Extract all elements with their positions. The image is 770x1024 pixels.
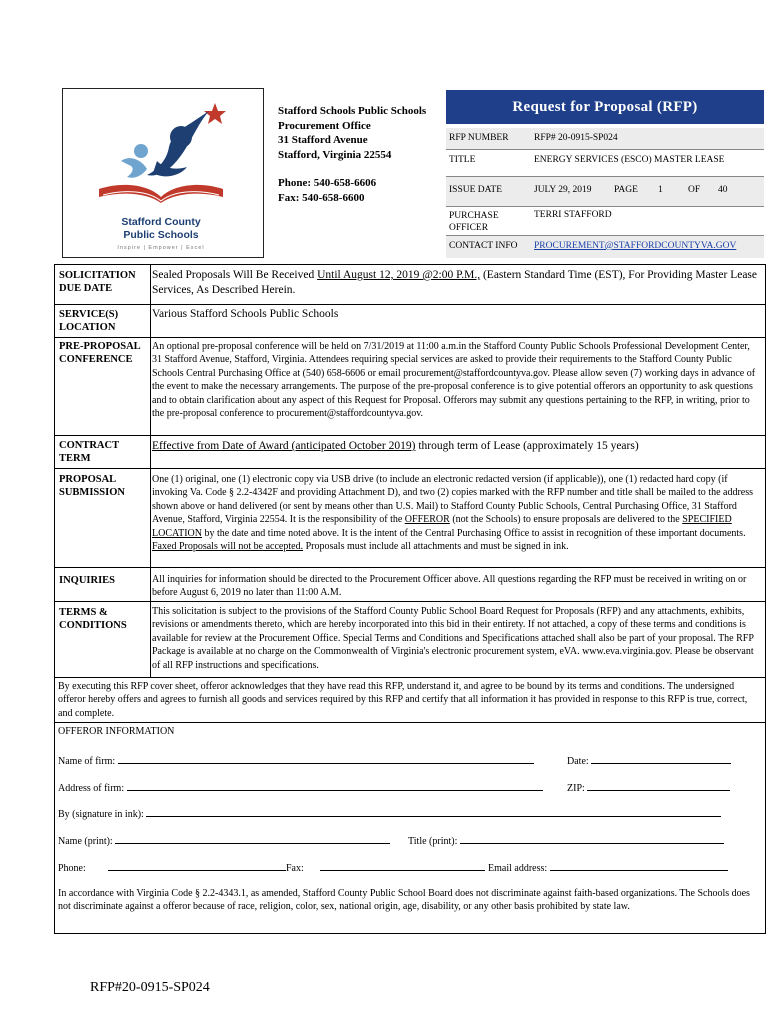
solicitation-text (152, 268, 762, 298)
nondiscrimination-text: In accordance with Virginia Code § 2.2-4343.1, as amended, Stafford County Public School Board does not discriminate against faith-based organizations. The Schools does not discriminate against a offeror because of race, religion, color, sex, national origin, age, disability, or any other basis prohibited by state law. (58, 888, 750, 913)
logo-tagline: Inspire | Empower | Excel (117, 245, 205, 251)
proposal-p1: One (1) original, one (1) electronic copy via USB drive (to include an electronic redacted version (if applicable)), one (1) redacted hard copy (if invoking Va. Code § 2.2-4342F and providing Attachment D), and two (2) copies marked with the RFP number and title shall be mailed to the address shown above or hand delivered (or sent by means other than U.S. Mail) to Stafford County Public Schools, Central Purchasing Office, 31 Stafford Avenue, Stafford, Virginia 22554. It is the responsibility of the (152, 474, 754, 526)
print-name-line[interactable] (115, 833, 390, 844)
fax-label: Fax: (286, 863, 304, 874)
firm-name-line[interactable] (118, 753, 534, 764)
signature-line[interactable] (146, 806, 721, 817)
proposal-faxed: Faxed Proposals will not be accepted. (152, 541, 304, 553)
issue-date-row (446, 177, 764, 207)
offeror-heading: OFFEROR INFORMATION (58, 726, 175, 737)
solicitation-deadline: Until August 12, 2019 @2:00 P.M., (317, 269, 481, 281)
print-title-line[interactable] (460, 833, 724, 844)
divider (54, 722, 766, 723)
rfp-number-row (446, 128, 764, 150)
preproposal-row (54, 338, 764, 434)
org-phone: Phone: 540-658-6606 (278, 177, 377, 190)
firm-name-label: Name of firm: (58, 756, 116, 767)
print-name-label: Name (print): (58, 836, 113, 847)
logo-name-line1: Stafford County (121, 216, 201, 228)
phone-field[interactable] (58, 860, 286, 874)
email-label: Email address: (488, 863, 548, 874)
org-address-block (278, 104, 426, 206)
purchase-officer-label: PURCHASE OFFICER (449, 211, 499, 233)
divider (54, 677, 766, 678)
logo-frame (62, 88, 264, 258)
proposal-row (54, 469, 764, 567)
firm-address-label: Address of firm: (58, 783, 125, 794)
fax-line[interactable] (320, 860, 485, 871)
rfp-header: Request for Proposal (RFP) (446, 90, 764, 124)
proposal-p3: by the date and time noted above. It is the intent of the Central Purchasing Office to assist in recognition of these important documents. (202, 527, 746, 539)
contract-text (152, 439, 762, 454)
proposal-offeror: OFFEROR (404, 514, 450, 526)
date-field[interactable] (567, 753, 731, 767)
zip-label: ZIP: (567, 783, 585, 794)
rfp-number-label: RFP NUMBER (449, 133, 509, 143)
proposal-location: SPECIFIED LOCATION (152, 514, 732, 539)
rfp-title-row (446, 150, 764, 177)
of-value: 40 (718, 185, 728, 195)
solicitation-pre: Sealed Proposals Will Be Received (152, 269, 318, 281)
preproposal-text: An optional pre-proposal conference will be held on 7/31/2019 at 11:00 a.m.in the Stafford County Public Schools Professional Development Center, 31 Stafford Avenue, Stafford, Virginia. Attendees requiring special services are asked to provide their requirements to the Stafford County Public Schools Central Purchasing Office at (540) 658-6606 or email procurement@staffordcountyva.gov. Please allow seven (7) working days in advance of the event to make the necessary arrangements. The purpose of the pre-proposal conference is to give potential offerors an opportunity to ask questions and to obtain clarification about any aspect of this Request for Proposal. Offerors may submit any questions pertaining to the RFP, in writing, prior to the pre-proposal conference to procurement@staffordcountyva.gov. (152, 341, 756, 420)
contract-row (54, 436, 764, 468)
issue-date-label: ISSUE DATE (449, 185, 503, 195)
page-label: PAGE (614, 185, 638, 195)
terms-label: TERMS & CONDITIONS (59, 607, 127, 632)
contact-info-row (446, 236, 764, 258)
contact-info-link[interactable]: PROCUREMENT@STAFFORDCOUNTYVA.GOV (534, 241, 737, 251)
contract-post: through term of Lease (approximately 15 years) (415, 440, 639, 452)
proposal-p2: (not the Schools) to ensure proposals are delivered to the (449, 514, 683, 526)
rfp-number-value: RFP# 20-0915-SP024 (534, 133, 618, 143)
services-row (54, 305, 764, 337)
solicitation-post: (Eastern Standard Time (EST), For Providing Master Lease Services, As Described Herein. (152, 269, 758, 296)
email-field[interactable] (488, 860, 728, 874)
phone-label: Phone: (58, 863, 86, 874)
services-label: SERVICE(S) LOCATION (59, 309, 119, 334)
proposal-p4: Proposals must include all attachments and must be signed in ink. (303, 541, 569, 553)
contract-effective: Effective from Date of Award (anticipated October 2019) (152, 440, 416, 452)
org-line2: Procurement Office (278, 119, 371, 132)
terms-text: This solicitation is subject to the provisions of the Stafford County Public School Board Request for Proposals (RFP) and any attachments, exhibits, revisions or amendments thereto, which are hereby incorporated into this bid in their entirety. If not attached, a copy of these terms and conditions is available for review at the Procurement Office. Special Terms and Conditions and Specifications attached shall also be part of your proposal. The RFP Package is available at no charge on the Commonwealth of Virginia's electronic procurement system, eVA. www.eva.virginia.gov. Please be observant of all RFP instructions and specifications. (152, 606, 754, 671)
print-name-field[interactable] (58, 833, 390, 847)
print-title-field[interactable] (408, 833, 724, 847)
zip-field[interactable] (567, 780, 730, 794)
contact-info-label: CONTACT INFO (449, 241, 518, 251)
zip-line[interactable] (587, 780, 730, 791)
issue-date-value: JULY 29, 2019 (534, 185, 592, 195)
org-line3: 31 Stafford Avenue (278, 134, 368, 147)
print-title-label: Title (print): (408, 836, 458, 847)
rfp-title-label: TITLE (449, 155, 476, 165)
services-text: Various Stafford Schools Public Schools (152, 308, 339, 320)
purchase-officer-value: TERRI STAFFORD (534, 210, 612, 220)
page-value: 1 (658, 185, 663, 195)
proposal-label: PROPOSAL SUBMISSION (59, 474, 125, 499)
email-line[interactable] (550, 860, 728, 871)
logo-name-line2: Public Schools (123, 229, 199, 241)
signature-label: By (signature in ink): (58, 809, 144, 820)
org-line1: Stafford Schools Public Schools (278, 105, 427, 117)
acknowledgement-text: By executing this RFP cover sheet, offeror acknowledges that they have read this RFP, understand it, and agree to be bound by its terms and conditions. The undersigned offeror hereby offers and agrees to furnish all goods and services required by this RFP and certify that all information it has provided in response to this RFP is true, correct, and complete. (58, 681, 748, 719)
org-fax: Fax: 540-658-6600 (278, 191, 365, 204)
figure-body-small (121, 158, 147, 178)
rfp-title-value: ENERGY SERVICES (ESCO) MASTER LEASE (534, 155, 725, 165)
inquiries-row (54, 568, 764, 602)
proposal-text (152, 473, 762, 553)
footer-rfp-number: RFP#20-0915-SP024 (90, 980, 210, 995)
firm-name-field[interactable] (58, 753, 534, 767)
inquiries-text: All inquiries for information should be directed to the Procurement Officer above. All questions regarding the RFP must be received in writing on or before August 6, 2019 no later than 11:00 A.M. (152, 574, 747, 599)
date-label: Date: (567, 756, 589, 767)
purchase-officer-row (446, 207, 764, 236)
red-star-icon (204, 103, 226, 124)
solicitation-label: SOLICITATION DUE DATE (59, 270, 136, 295)
signature-field[interactable] (58, 806, 721, 820)
school-logo (63, 89, 263, 257)
contract-label: CONTRACT TERM (59, 440, 119, 465)
date-line[interactable] (591, 753, 731, 764)
fax-field[interactable] (286, 860, 485, 874)
terms-row (54, 602, 764, 678)
preproposal-label: PRE-PROPOSAL CONFERENCE (59, 341, 141, 366)
firm-address-field[interactable] (58, 780, 543, 794)
solicitation-row (54, 265, 764, 303)
inquiries-label: INQUIRIES (59, 575, 116, 586)
figure-head-small (134, 144, 148, 158)
org-line4: Stafford, Virginia 22554 (278, 148, 392, 161)
of-label: OF (688, 185, 701, 195)
phone-line[interactable] (108, 860, 286, 871)
firm-address-line[interactable] (127, 780, 543, 791)
